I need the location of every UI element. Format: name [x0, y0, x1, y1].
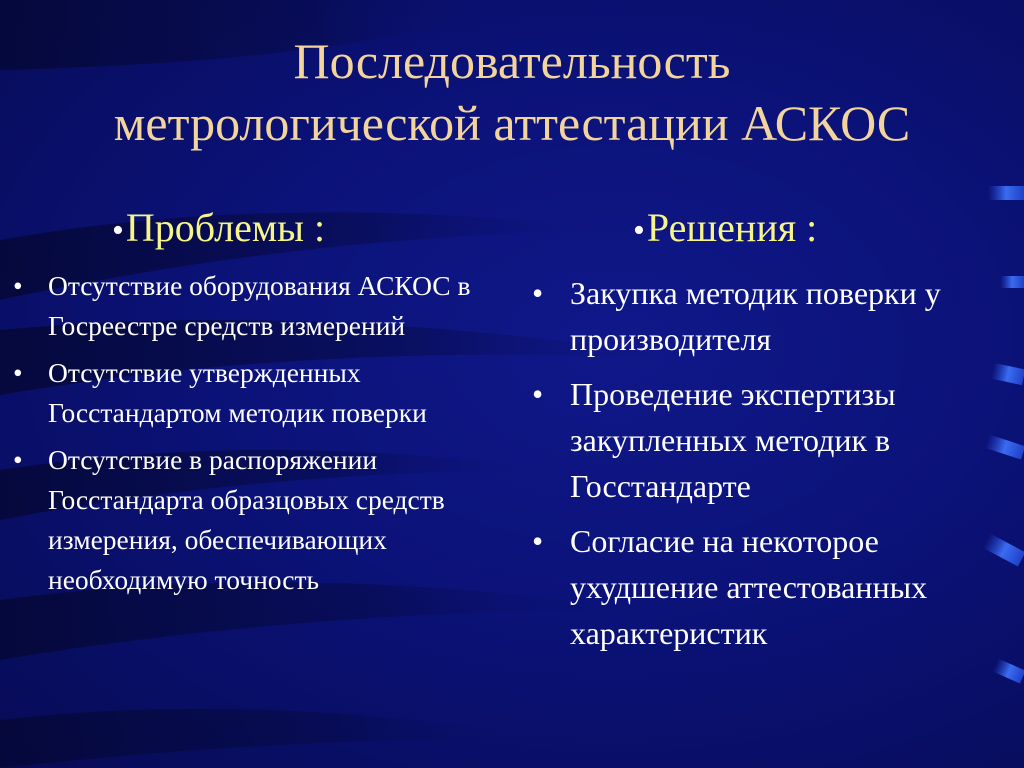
- problems-heading: [112, 200, 325, 259]
- heading-bullet: •: [112, 212, 124, 249]
- bullet: •: [532, 275, 544, 311]
- bullet: •: [13, 270, 23, 301]
- solution-text: Проведение экспертизы закупленных методик в Госстандарте: [570, 376, 896, 504]
- problem-text: Отсутствие оборудования АСКОС в Госреестре средств измерений: [48, 270, 471, 341]
- solution-item: [0, 518, 1024, 656]
- solutions-heading: [633, 200, 817, 259]
- problem-text: Отсутствие утвержденных Госстандартом методик поверки: [48, 357, 427, 428]
- solution-item: [0, 371, 1024, 509]
- problem-text: Отсутствие в распоряжении Госстандарта образцовых средств измерения, обеспечивающих необходимую точность: [48, 444, 445, 595]
- title-line-2: метрологической аттестации АСКОС: [113, 95, 911, 151]
- dark-sweep-5: [0, 709, 560, 768]
- problems-heading-label: Проблемы :: [125, 205, 326, 250]
- solutions-heading-label: Решения :: [646, 205, 818, 250]
- solution-text: Согласие на некоторое ухудшение аттестованных характеристик: [570, 523, 928, 651]
- solution-text: Закупка методик поверки у производителя: [570, 275, 941, 357]
- title-line-1: Последовательность: [293, 33, 731, 89]
- bullet: •: [532, 376, 544, 412]
- accent-bar-1: [988, 186, 1024, 200]
- solution-item: [0, 270, 1024, 362]
- solutions-list: [0, 270, 1024, 665]
- slide-title: [0, 30, 1024, 154]
- bullet: •: [13, 444, 23, 475]
- heading-bullet: •: [633, 212, 645, 249]
- bullet: •: [532, 523, 544, 559]
- bullet: •: [13, 357, 23, 388]
